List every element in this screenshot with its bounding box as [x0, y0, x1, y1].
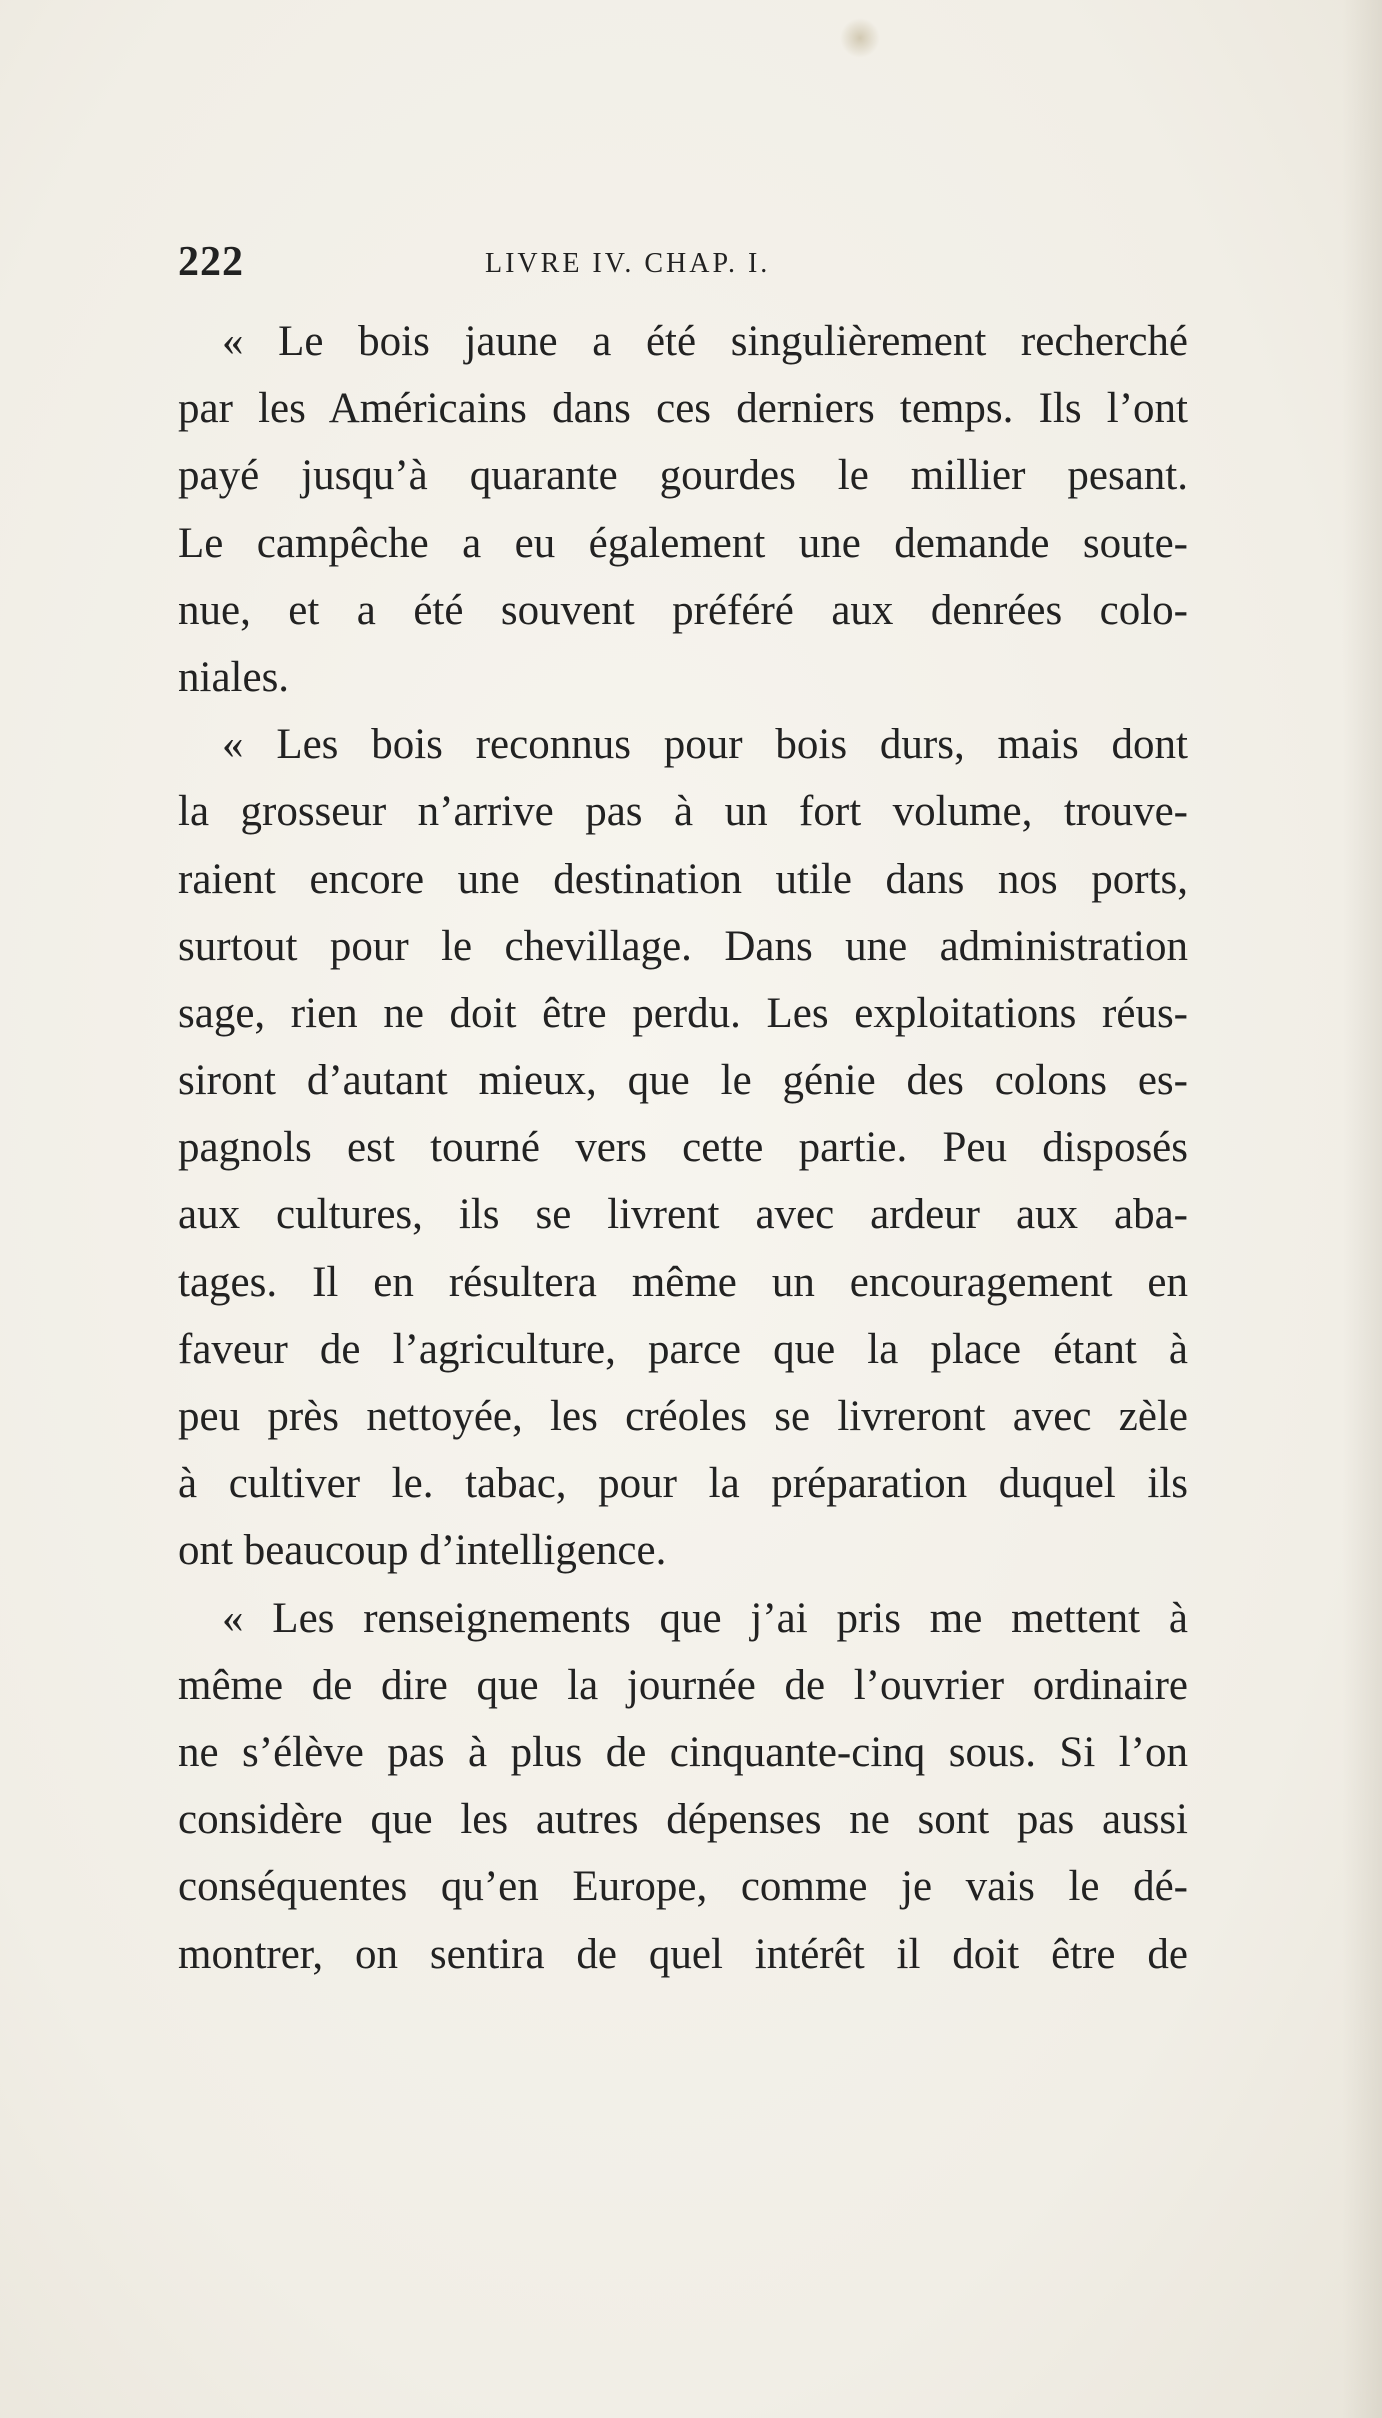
text-line: considère que les autres dépenses ne sont pas aussi [178, 1796, 1188, 1844]
text-line: la grosseur n’arrive pas à un fort volume, trouve- [178, 788, 1188, 836]
text-line: peu près nettoyée, les créoles se livreront avec zèle [178, 1393, 1188, 1440]
body-text [178, 308, 1188, 1988]
text-line: sage, rien ne doit être perdu. Les exploitations réus- [178, 989, 1188, 1037]
text-line: conséquentes qu’en Europe, comme je vais le dé- [178, 1863, 1188, 1911]
text-line: ont beaucoup d’intelligence. [178, 1527, 667, 1575]
text-line: raient encore une destination utile dans nos ports, [178, 855, 1188, 903]
text-line: siront d’autant mieux, que le génie des colons es- [178, 1057, 1188, 1105]
text-line: nue, et a été souvent préféré aux denrées colo- [178, 586, 1188, 634]
running-head: LIVRE IV. CHAP. I. [485, 248, 771, 279]
text-line: par les Américains dans ces derniers temps. Ils l’ont [178, 385, 1188, 433]
text-line: surtout pour le chevillage. Dans une administration [178, 922, 1188, 970]
text-line: Le campêche a eu également une demande soute- [178, 519, 1188, 567]
text-line: niales. [178, 653, 290, 701]
text-line: même de dire que la journée de l’ouvrier ordinaire [178, 1661, 1188, 1709]
text-line: aux cultures, ils se livrent avec ardeur aux aba- [178, 1191, 1188, 1239]
page-edge-shadow [1342, 0, 1382, 2418]
text-line: « Les renseignements que j’ai pris me mettent à [222, 1594, 1188, 1642]
text-line: ne s’élève pas à plus de cinquante-cinq sous. Si l’on [178, 1728, 1188, 1776]
ink-smudge [840, 18, 880, 58]
text-line: à cultiver le. tabac, pour la préparation duquel ils [178, 1460, 1188, 1508]
text-line: payé jusqu’à quarante gourdes le millier pesant. [178, 452, 1188, 500]
text-line: « Le bois jaune a été singulièrement recherché [222, 318, 1188, 365]
page-number: 222 [178, 239, 244, 285]
text-line: pagnols est tourné vers cette partie. Peu disposés [178, 1124, 1188, 1172]
text-line: montrer, on sentira de quel intérêt il doit être de [178, 1930, 1188, 1978]
text-line: faveur de l’agriculture, parce que la place étant à [178, 1325, 1188, 1373]
text-line: tages. Il en résultera même un encouragement en [178, 1258, 1188, 1306]
text-line: « Les bois reconnus pour bois durs, mais dont [222, 721, 1188, 769]
page-header [178, 238, 1198, 298]
